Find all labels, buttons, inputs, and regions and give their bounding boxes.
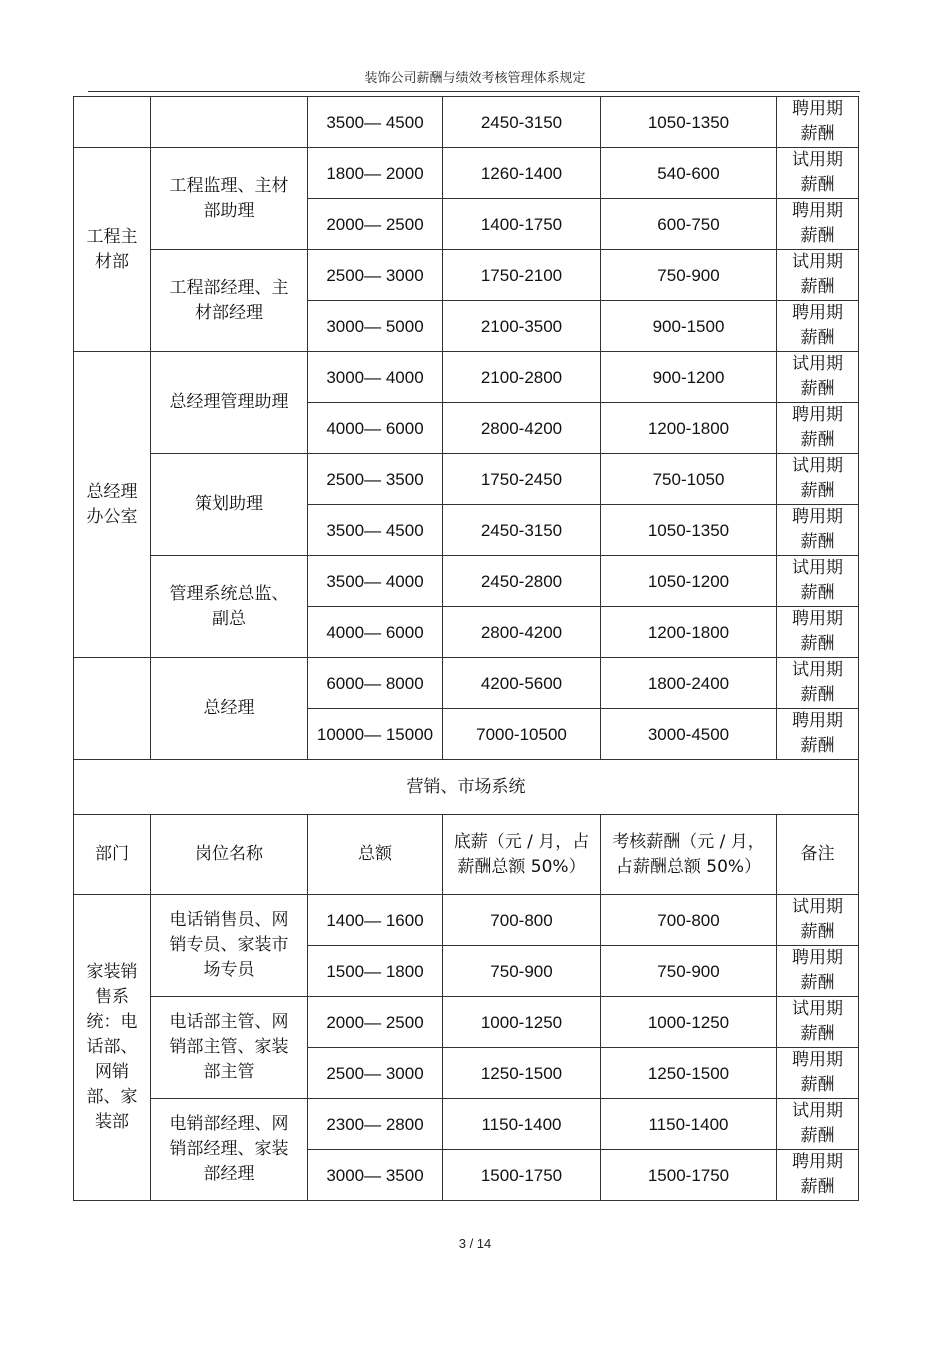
dept-cell-empty <box>74 97 151 148</box>
base-cell: 2450-2800 <box>443 556 601 607</box>
position-cell: 策划助理 <box>151 454 308 556</box>
assess-cell: 750-900 <box>601 946 777 997</box>
base-cell: 1260-1400 <box>443 148 601 199</box>
base-cell: 2800-4200 <box>443 607 601 658</box>
base-cell: 2100-3500 <box>443 301 601 352</box>
base-cell: 1750-2100 <box>443 250 601 301</box>
table-row <box>74 250 859 301</box>
note-cell: 聘用期 薪酬 <box>777 403 859 454</box>
total-cell: 6000— 8000 <box>308 658 443 709</box>
table-row <box>74 148 859 199</box>
table-row <box>74 352 859 403</box>
position-cell: 电销部经理、网 销部经理、家装 部经理 <box>151 1099 308 1201</box>
note-cell: 聘用期 薪酬 <box>777 1048 859 1099</box>
base-cell: 700-800 <box>443 895 601 946</box>
table-row <box>74 997 859 1048</box>
position-cell: 总经理管理助理 <box>151 352 308 454</box>
total-cell: 1800— 2000 <box>308 148 443 199</box>
header-total: 总额 <box>308 815 443 895</box>
table-row <box>74 454 859 505</box>
note-cell: 试用期 薪酬 <box>777 1099 859 1150</box>
table-row <box>74 556 859 607</box>
dept-cell: 家装销 售系 统：电 话部、 网销 部、家 装部 <box>74 895 151 1201</box>
section-title: 营销、市场系统 <box>74 760 859 815</box>
table-row <box>74 658 859 709</box>
table-row <box>74 895 859 946</box>
total-cell: 1500— 1800 <box>308 946 443 997</box>
assess-cell: 1200-1800 <box>601 403 777 454</box>
note-cell: 聘用期 薪酬 <box>777 709 859 760</box>
section-title-row <box>74 760 859 815</box>
header-dept: 部门 <box>74 815 151 895</box>
total-cell: 2000— 2500 <box>308 199 443 250</box>
header-base: 底薪（元 / 月，占 薪酬总额 50%） <box>443 815 601 895</box>
assess-cell: 1200-1800 <box>601 607 777 658</box>
assess-cell: 1250-1500 <box>601 1048 777 1099</box>
table-header-row <box>74 815 859 895</box>
base-cell: 1000-1250 <box>443 997 601 1048</box>
base-cell: 1400-1750 <box>443 199 601 250</box>
total-cell: 2300— 2800 <box>308 1099 443 1150</box>
table-row <box>74 97 859 148</box>
assess-cell: 1050-1350 <box>601 97 777 148</box>
assess-cell: 1050-1200 <box>601 556 777 607</box>
base-cell: 1250-1500 <box>443 1048 601 1099</box>
position-cell: 工程部经理、主 材部经理 <box>151 250 308 352</box>
note-cell: 试用期 薪酬 <box>777 556 859 607</box>
total-cell: 3500— 4000 <box>308 556 443 607</box>
base-cell: 750-900 <box>443 946 601 997</box>
note-cell: 试用期 薪酬 <box>777 895 859 946</box>
header-assess: 考核薪酬（元 / 月， 占薪酬总额 50%） <box>601 815 777 895</box>
total-cell: 2500— 3000 <box>308 1048 443 1099</box>
assess-cell: 540-600 <box>601 148 777 199</box>
base-cell: 2450-3150 <box>443 505 601 556</box>
note-cell: 试用期 薪酬 <box>777 454 859 505</box>
note-cell: 聘用期 薪酬 <box>777 199 859 250</box>
note-cell: 试用期 薪酬 <box>777 352 859 403</box>
page-number: 3 / 14 <box>458 1236 492 1251</box>
note-cell: 试用期 薪酬 <box>777 997 859 1048</box>
dept-cell-empty <box>74 658 151 760</box>
assess-cell: 1000-1250 <box>601 997 777 1048</box>
total-cell: 1400— 1600 <box>308 895 443 946</box>
base-cell: 2100-2800 <box>443 352 601 403</box>
assess-cell: 1050-1350 <box>601 505 777 556</box>
total-cell: 3500— 4500 <box>308 97 443 148</box>
note-cell: 聘用期 薪酬 <box>777 97 859 148</box>
base-cell: 1150-1400 <box>443 1099 601 1150</box>
total-cell: 3000— 3500 <box>308 1150 443 1201</box>
note-cell: 聘用期 薪酬 <box>777 607 859 658</box>
assess-cell: 750-900 <box>601 250 777 301</box>
total-cell: 3000— 4000 <box>308 352 443 403</box>
position-cell-empty <box>151 97 308 148</box>
note-cell: 聘用期 薪酬 <box>777 505 859 556</box>
base-cell: 2800-4200 <box>443 403 601 454</box>
dept-cell: 总经理 办公室 <box>74 352 151 658</box>
note-cell: 聘用期 薪酬 <box>777 301 859 352</box>
total-cell: 10000— 15000 <box>308 709 443 760</box>
note-cell: 试用期 薪酬 <box>777 658 859 709</box>
header-position: 岗位名称 <box>151 815 308 895</box>
position-cell: 工程监理、主材 部助理 <box>151 148 308 250</box>
table-row <box>74 1099 859 1150</box>
base-cell: 1500-1750 <box>443 1150 601 1201</box>
total-cell: 2000— 2500 <box>308 997 443 1048</box>
note-cell: 聘用期 薪酬 <box>777 946 859 997</box>
note-cell: 试用期 薪酬 <box>777 148 859 199</box>
note-cell: 试用期 薪酬 <box>777 250 859 301</box>
note-cell: 聘用期 薪酬 <box>777 1150 859 1201</box>
position-cell: 电话部主管、网 销部主管、家装 部主管 <box>151 997 308 1099</box>
base-cell: 7000-10500 <box>443 709 601 760</box>
assess-cell: 1500-1750 <box>601 1150 777 1201</box>
position-cell: 电话销售员、网 销专员、家装市 场专员 <box>151 895 308 997</box>
total-cell: 3000— 5000 <box>308 301 443 352</box>
total-cell: 4000— 6000 <box>308 403 443 454</box>
header-note: 备注 <box>777 815 859 895</box>
assess-cell: 600-750 <box>601 199 777 250</box>
salary-table <box>73 96 859 1201</box>
dept-cell: 工程主 材部 <box>74 148 151 352</box>
assess-cell: 1800-2400 <box>601 658 777 709</box>
base-cell: 4200-5600 <box>443 658 601 709</box>
assess-cell: 750-1050 <box>601 454 777 505</box>
position-cell: 总经理 <box>151 658 308 760</box>
total-cell: 4000— 6000 <box>308 607 443 658</box>
header-rule <box>88 91 860 92</box>
assess-cell: 900-1200 <box>601 352 777 403</box>
document-header-title: 装饰公司薪酬与绩效考核管理体系规定 <box>364 71 586 86</box>
assess-cell: 900-1500 <box>601 301 777 352</box>
total-cell: 2500— 3500 <box>308 454 443 505</box>
position-cell: 管理系统总监、 副总 <box>151 556 308 658</box>
assess-cell: 3000-4500 <box>601 709 777 760</box>
base-cell: 1750-2450 <box>443 454 601 505</box>
assess-cell: 1150-1400 <box>601 1099 777 1150</box>
base-cell: 2450-3150 <box>443 97 601 148</box>
total-cell: 2500— 3000 <box>308 250 443 301</box>
total-cell: 3500— 4500 <box>308 505 443 556</box>
assess-cell: 700-800 <box>601 895 777 946</box>
